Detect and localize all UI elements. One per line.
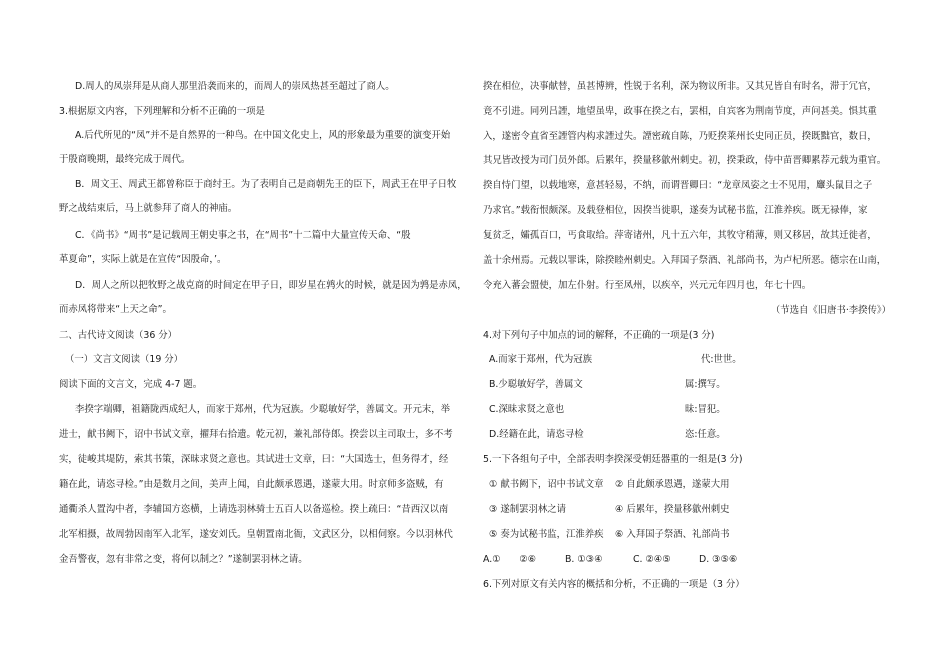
q3-option-b-line2: 野之战结束后，马上就参拜了商人的神庙。 xyxy=(59,203,238,214)
passage-line: 实，徒峻其堤防，索其书策，深昧求贤之意也。其试进士文章，曰：“大国选士，但务得才，经 xyxy=(59,454,449,465)
q4-option-a: A.而家于郑州，代为冠族 xyxy=(489,354,592,365)
q5-item-2: ② 自此颇承恩遇，遂蒙大用 xyxy=(615,479,730,490)
q3-option-a-line2: 于殷商晚期，最终完成于周代。 xyxy=(59,154,191,165)
q4-option-b-note: 属:撰写。 xyxy=(685,379,726,390)
passage-line: 竟不引进。同列吕諲，地望虽卑，政事在揆之右，罢相，自宾客为荆南节度，声问甚美。惧其重 xyxy=(483,106,877,117)
q3-option-c-line1: C．《尚书》“周书”是记载周王朝史事之书，在“周书”十二篇中大量宣传天命、“殷 xyxy=(75,230,411,241)
passage-line: 盖十余州焉。元载以罪诛，除揆睦州刺史。入拜国子祭酒、礼部尚书，为卢杞所恶。德宗在山南， xyxy=(483,255,887,266)
q4-title: 4.对下列句子中加点的词的解释，不正确的一项是(3 分) xyxy=(483,330,715,341)
passage-line: 入，遂密令直省至諲管内构求諲过失。諲密疏自陈，乃贬揆莱州长史同正员，揆既黜官，数日， xyxy=(483,131,877,142)
q5-answer-b: B. ①③④ xyxy=(565,554,603,565)
q3-option-d-line2: 而赤凤将带来“上天之命”。 xyxy=(59,304,172,315)
q5-item-5: ⑤ 奏为试秘书监，江淮养疾 xyxy=(489,529,604,540)
subsection-heading: （一）文言文阅读（19 分） xyxy=(65,354,184,365)
q3-title: 3.根据原文内容，下列理解和分析不正确的一项是 xyxy=(59,106,265,117)
passage-source: （节选自《旧唐书·李揆传》） xyxy=(770,305,891,316)
q5-answer-c: C. ②④⑤ xyxy=(633,554,671,565)
passage-line: 复贫乏，孀孤百口，丐食取给。萍寄诸州，凡十五六年，其牧守稍薄，则又移居，故其迁徙者， xyxy=(483,230,877,241)
q6-title: 6.下列对原文有关内容的概括和分析，不正确的一项是（3 分） xyxy=(483,579,745,590)
q5-answer-a: A.① ②⑥ xyxy=(483,554,537,565)
q4-option-b: B.少聪敏好学，善属文 xyxy=(489,379,583,390)
section-heading: 二、古代诗文阅读（36 分） xyxy=(59,330,178,341)
q3-option-d-line1: D．周人之所以把牧野之战克商的时间定在甲子日，即岁星在鹑火的时候，就是因为鹑是赤凤， xyxy=(75,280,467,291)
passage-line: 其兄皆改授为司门员外郎。后累年，揆量移歙州刺史。初，揆秉政，侍中苗晋卿累荐元载为重官。 xyxy=(483,155,887,166)
passage-line: 李揆字端卿，祖籍陇西成纪人，而家于郑州，代为冠族。少聪敏好学，善属文。开元末，举 xyxy=(75,404,451,415)
q5-item-1: ① 献书阙下，诏中书试文章 xyxy=(489,479,604,490)
q3-option-a-line1: A.后代所见的“凤”并不是自然界的一种鸟。在中国文化史上，风的形象最为重要的演变开始 xyxy=(75,130,451,141)
q4-option-c-note: 昧:冒犯。 xyxy=(685,404,726,415)
q4-option-c: C.深昧求贤之意也 xyxy=(489,404,565,415)
passage-line: 籍在此，请恣寻检。”由是数月之间，美声上闻，自此颇承恩遇，遂蒙大用。时京师多盗贼，有 xyxy=(59,479,444,490)
passage-line: 令充入蕃会盟使，加左仆射。行至凤州，以疾卒，兴元元年四月也，年七十四。 xyxy=(483,280,812,291)
passage-line: 揆在相位，决事献替，虽甚博辨，性锐于名利，深为物议所非。又其兄皆自有时名，滞于冗官， xyxy=(483,81,877,92)
q5-answer-d: D. ③⑤⑥ xyxy=(699,554,738,565)
reading-instruction: 阅读下面的文言文，完成 4-7 题。 xyxy=(59,379,203,390)
q4-option-a-note: 代:世世。 xyxy=(701,354,742,365)
passage-line: 进士，献书阙下，诏中书试文章，擢拜右拾遗。乾元初，兼礼部侍郎。揆尝以主司取士，多不考 xyxy=(59,429,453,440)
passage-line: 揆自恃门望，以载地寒，意甚轻易，不纳，而谓晋卿曰：“龙章凤姿之士不见用，麞头鼠目之子 xyxy=(483,180,873,191)
q2-option-d: D.周人的凤崇拜是从商人那里沿袭而来的，而周人的崇凤热甚至超过了商人。 xyxy=(75,81,395,92)
q4-option-d-note: 恣:任意。 xyxy=(685,429,726,440)
q5-item-4: ④ 后累年，揆量移歙州刺史 xyxy=(615,504,730,515)
q3-option-b-line1: B．周文王、周武王都曾称臣于商纣王。为了表明自己是商朝先王的臣下，周武王在甲子日牧 xyxy=(75,179,457,190)
q5-title: 5.一下各组句子中，全部表明李揆深受朝廷器重的一组是(3 分) xyxy=(483,454,743,465)
q5-item-3: ③ 遂制罢羽林之请 xyxy=(489,504,567,515)
passage-line: 金吾警夜，忽有非常之变，将何以制之？”遂制罢羽林之请。 xyxy=(59,554,308,565)
passage-line: 通衢杀人置沟中者，李辅国方恣横，上请选羽林骑士五百人以备巡检。揆上疏曰：“昔西汉以南 xyxy=(59,504,449,515)
q5-item-6: ⑥ 入拜国子祭酒、礼部尚书 xyxy=(615,529,730,540)
passage-line: 乃求官。”载衔恨颇深。及载登相位，因揆当徙职，遂奏为试秘书监，江淮养疾。既无禄俸，家 xyxy=(483,205,868,216)
q3-option-c-line2: 革夏命”，实际上就是在宣传“因殷命，’。 xyxy=(59,254,227,265)
q4-option-d: D.经籍在此，请恣寻检 xyxy=(489,429,584,440)
passage-line: 北军相摄，故周勃因南军入北军，遂安刘氏。皇朝置南北衙，文武区分，以相伺察。今以羽林代 xyxy=(59,529,453,540)
